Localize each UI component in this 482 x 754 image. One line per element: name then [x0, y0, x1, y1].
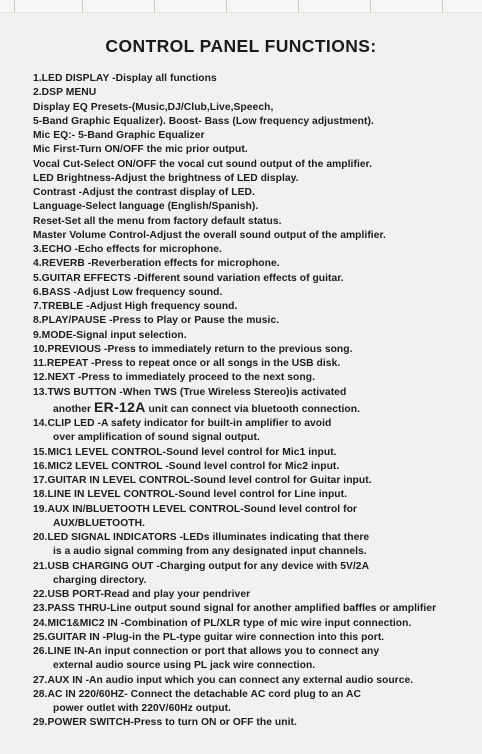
edge-tick: [442, 0, 443, 12]
tws-line: [33, 400, 479, 417]
function-line: 8.PLAY/PAUSE -Press to Play or Pause the music.: [33, 315, 280, 327]
page-top-edge: [0, 0, 482, 13]
function-line: 18.LINE IN LEVEL CONTROL-Sound level control for Line input.: [33, 489, 348, 501]
edge-tick: [154, 0, 155, 12]
function-line: Master Volume Control-Adjust the overall sound output of the amplifier.: [33, 229, 386, 241]
function-line: 12.NEXT -Press to immediately proceed to the next song.: [33, 372, 315, 384]
edge-tick: [226, 0, 227, 12]
function-line: 26.LINE IN-An input connection or port that allows you to connect any: [33, 646, 380, 657]
function-list-part-2: [33, 417, 479, 731]
tws-line-after: unit can connect via bluetooth connection.: [145, 403, 361, 415]
function-line: 27.AUX IN -An audio input which you can connect any external audio source.: [33, 674, 414, 686]
page-title: CONTROL PANEL FUNCTIONS:: [105, 36, 377, 56]
function-line: 5.GUITAR EFFECTS -Different sound variation effects of guitar.: [33, 272, 344, 284]
edge-tick: [370, 0, 371, 12]
function-line: 6.BASS -Adjust Low frequency sound.: [33, 286, 223, 298]
function-line: over amplification of sound signal output.: [53, 432, 260, 444]
function-line: 11.REPEAT -Press to repeat once or all songs in the USB disk.: [33, 358, 341, 369]
function-line: 2.DSP MENU: [33, 87, 97, 99]
function-line: power outlet with 220V/60Hz output.: [53, 703, 231, 714]
function-line: 29.POWER SWITCH-Press to turn ON or OFF the unit.: [33, 717, 297, 729]
function-line: 25.GUITAR IN -Plug-in the PL-type guitar wire connection into this port.: [33, 631, 385, 643]
model-name: ER-12A: [94, 398, 146, 415]
function-list: [33, 72, 479, 731]
function-line: Contrast -Adjust the contrast display of LED.: [33, 187, 255, 198]
tws-line-before: another: [53, 403, 95, 415]
function-line: Mic EQ:- 5-Band Graphic Equalizer: [33, 130, 205, 141]
function-line: is a audio signal comming from any designated input channels.: [53, 546, 367, 558]
function-line: 5-Band Graphic Equalizer). Boost- Bass (Low frequency adjustment).: [33, 115, 374, 127]
function-line: 16.MIC2 LEVEL CONTROL -Sound level control for Mic2 input.: [33, 460, 340, 472]
edge-tick: [298, 0, 299, 12]
function-line: 3.ECHO -Echo effects for microphone.: [33, 244, 222, 255]
function-line: 13.TWS BUTTON -When TWS (True Wireless Stereo)is activated: [33, 386, 347, 398]
function-line: Reset-Set all the menu from factory default status.: [33, 215, 282, 227]
edge-tick: [82, 0, 83, 12]
function-line: 1.LED DISPLAY -Display all functions: [33, 73, 217, 84]
function-line: 15.MIC1 LEVEL CONTROL-Sound level control for Mic1 input.: [33, 446, 337, 458]
function-list-part-1: [33, 72, 479, 400]
function-line: 24.MIC1&MIC2 IN -Combination of PL/XLR type of mic wire input connection.: [33, 617, 412, 629]
function-line: Display EQ Presets-(Music,DJ/Club,Live,Speech,: [33, 101, 274, 113]
function-line: 14.CLIP LED -A safety indicator for built-in amplifier to avoid: [33, 418, 332, 429]
function-line: 4.REVERB -Reverberation effects for microphone.: [33, 258, 280, 270]
function-line: 10.PREVIOUS -Press to immediately return to the previous song.: [33, 343, 353, 355]
function-line: 22.USB PORT-Read and play your pendriver: [33, 589, 251, 600]
function-line: AUX/BLUETOOTH.: [53, 517, 146, 529]
function-line: 23.PASS THRU-Line output sound signal for another amplified baffles or amplifier: [33, 603, 437, 615]
function-line: 17.GUITAR IN LEVEL CONTROL-Sound level control for Guitar input.: [33, 475, 372, 486]
function-line: LED Brightness-Adjust the brightness of LED display.: [33, 172, 299, 184]
function-line: 28.AC IN 220/60HZ- Connect the detachable AC cord plug to an AC: [33, 688, 361, 700]
function-line: 19.AUX IN/BLUETOOTH LEVEL CONTROL-Sound level control for: [33, 503, 357, 515]
function-line: 7.TREBLE -Adjust High frequency sound.: [33, 301, 238, 312]
function-line: 20.LED SIGNAL INDICATORS -LEDs illuminates indicating that there: [33, 532, 370, 543]
function-line: external audio source using PL jack wire connection.: [53, 660, 316, 672]
function-line: Mic First-Turn ON/OFF the mic prior output.: [33, 144, 248, 156]
function-line: 9.MODE-Signal input selection.: [33, 329, 187, 341]
function-line: Vocal Cut-Select ON/OFF the vocal cut sound output of the amplifier.: [33, 158, 373, 170]
function-line: Language-Select language (English/Spanish).: [33, 201, 259, 213]
edge-tick: [14, 0, 15, 12]
function-line: charging directory.: [53, 574, 147, 586]
function-line: 21.USB CHARGING OUT -Charging output for any device with 5V/2A: [33, 560, 370, 572]
